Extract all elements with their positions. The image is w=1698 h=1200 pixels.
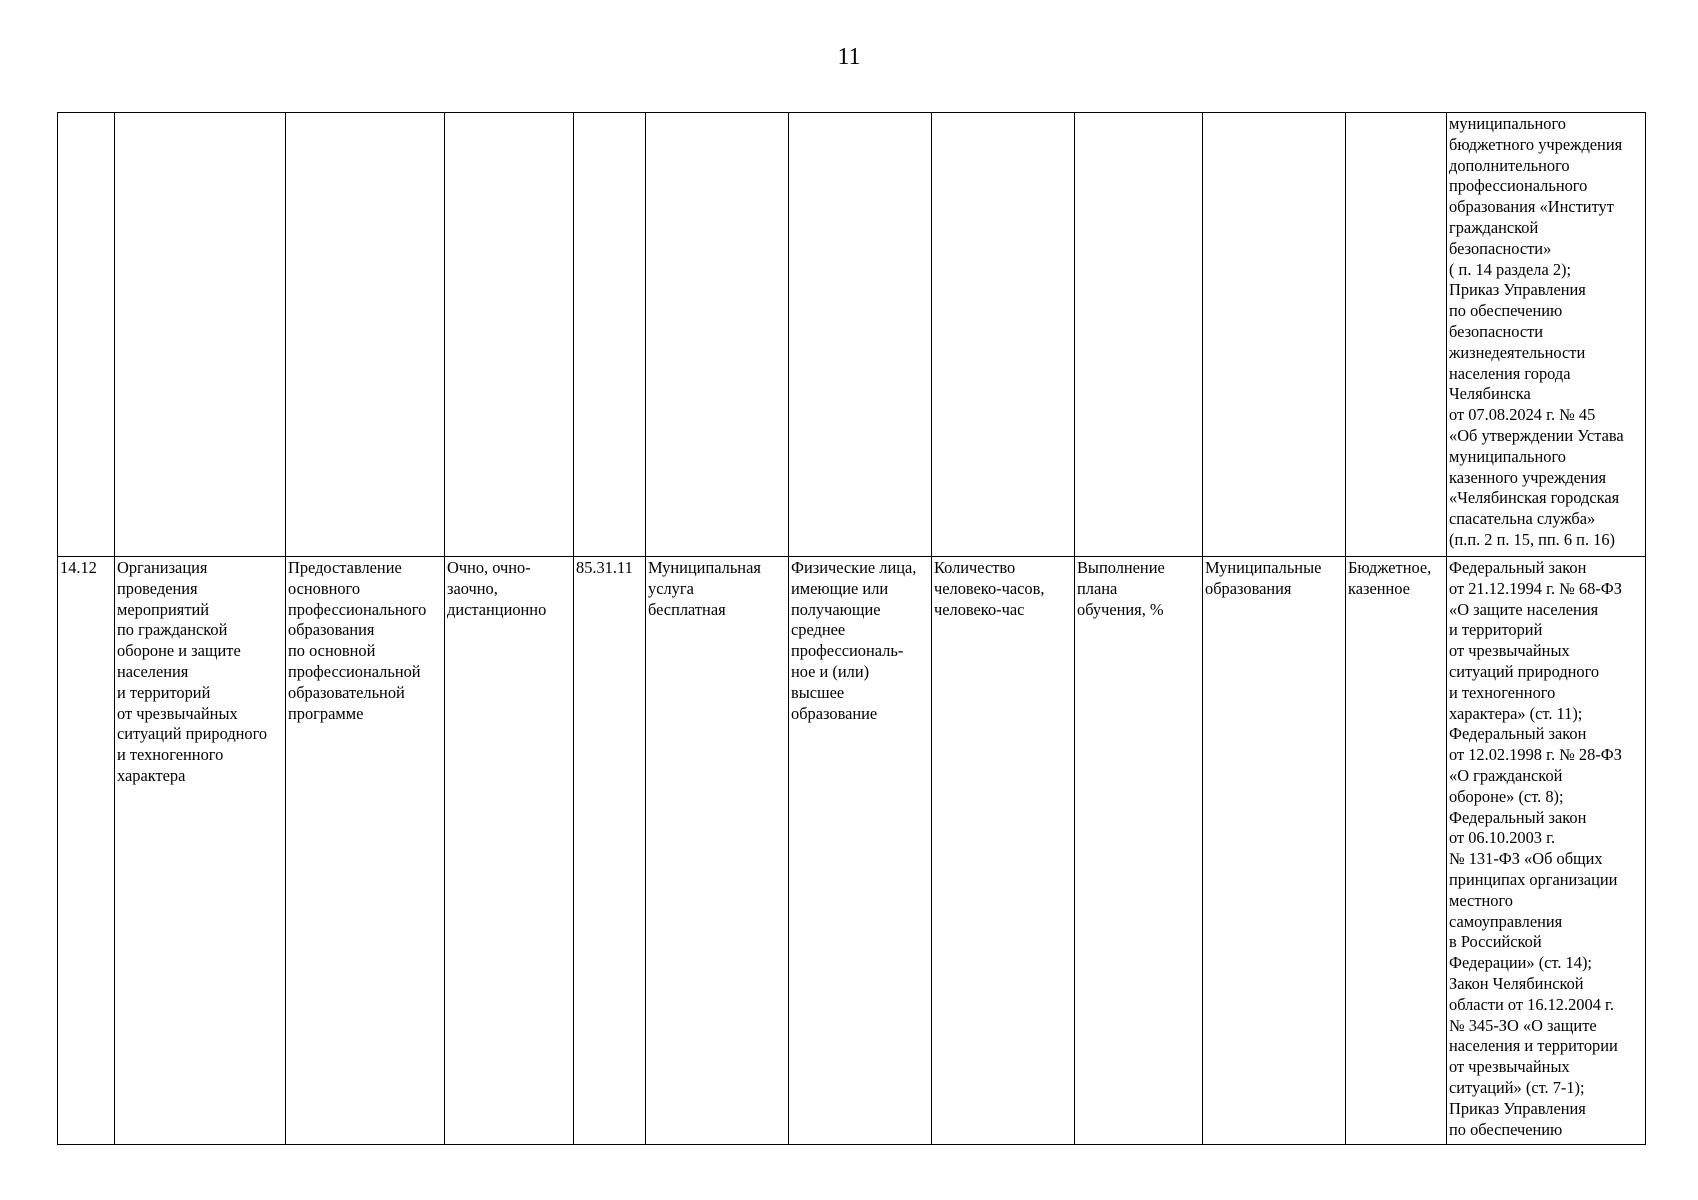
cell-founder: Муниципальные образования — [1203, 557, 1346, 1145]
cell-legal-basis: муниципального бюджетного учреждения дополнительного профессионального образования «Институт гражданской безопасности» ( п. 14 раздела 2); Приказ Управления по обеспечению безопасности жизнедеятельности населения города Челябинска от 07.08.2024 г. № 45 «Об утверждении Устава муниципального казенного учреждения «Челябинская городская спасательна служба» (п.п. 2 п. 15, пп. 6 п. 16) — [1447, 113, 1646, 557]
table-row — [58, 113, 1646, 557]
cell-volume-indicator — [932, 113, 1075, 557]
cell-service-name: Предоставление основного профессионального образования по основной профессиональной образовательной программе — [286, 557, 445, 1145]
page-number: 11 — [837, 44, 861, 70]
cell-form: Очно, очно- заочно, дистанционно — [445, 557, 574, 1145]
cell-number: 14.12 — [58, 557, 115, 1145]
cell-form — [445, 113, 574, 557]
cell-consumers: Физические лица, имеющие или получающие среднее профессиональ- ное и (или) высшее образование — [789, 557, 932, 1145]
cell-institution-type — [1346, 113, 1447, 557]
cell-institution-type: Бюджетное, казенное — [1346, 557, 1447, 1145]
cell-consumers — [789, 113, 932, 557]
cell-okved-code — [574, 113, 646, 557]
cell-service-type: Муниципальная услуга бесплатная — [646, 557, 789, 1145]
cell-quality-indicator — [1075, 113, 1203, 557]
services-table — [57, 112, 1646, 1145]
cell-service-type — [646, 113, 789, 557]
cell-activity: Организация проведения мероприятий по гражданской обороне и защите населения и территорий от чрезвычайных ситуаций природного и техногенного характера — [115, 557, 286, 1145]
cell-service-name — [286, 113, 445, 557]
cell-okved-code: 85.31.11 — [574, 557, 646, 1145]
table-row — [58, 557, 1646, 1145]
cell-number — [58, 113, 115, 557]
cell-founder — [1203, 113, 1346, 557]
cell-legal-basis: Федеральный закон от 21.12.1994 г. № 68-ФЗ «О защите населения и территорий от чрезвычайных ситуаций природного и техногенного характера» (ст. 11); Федеральный закон от 12.02.1998 г. № 28-ФЗ «О гражданской обороне» (ст. 8); Федеральный закон от 06.10.2003 г. № 131-ФЗ «Об общих принципах организации местного самоуправления в Российской Федерации» (ст. 14); Закон Челябинской области от 16.12.2004 г. № 345-ЗО «О защите населения и территории от чрезвычайных ситуаций» (ст. 7-1); Приказ Управления по обеспечению — [1447, 557, 1646, 1145]
cell-volume-indicator: Количество человеко-часов, человеко-час — [932, 557, 1075, 1145]
cell-activity — [115, 113, 286, 557]
cell-quality-indicator: Выполнение плана обучения, % — [1075, 557, 1203, 1145]
